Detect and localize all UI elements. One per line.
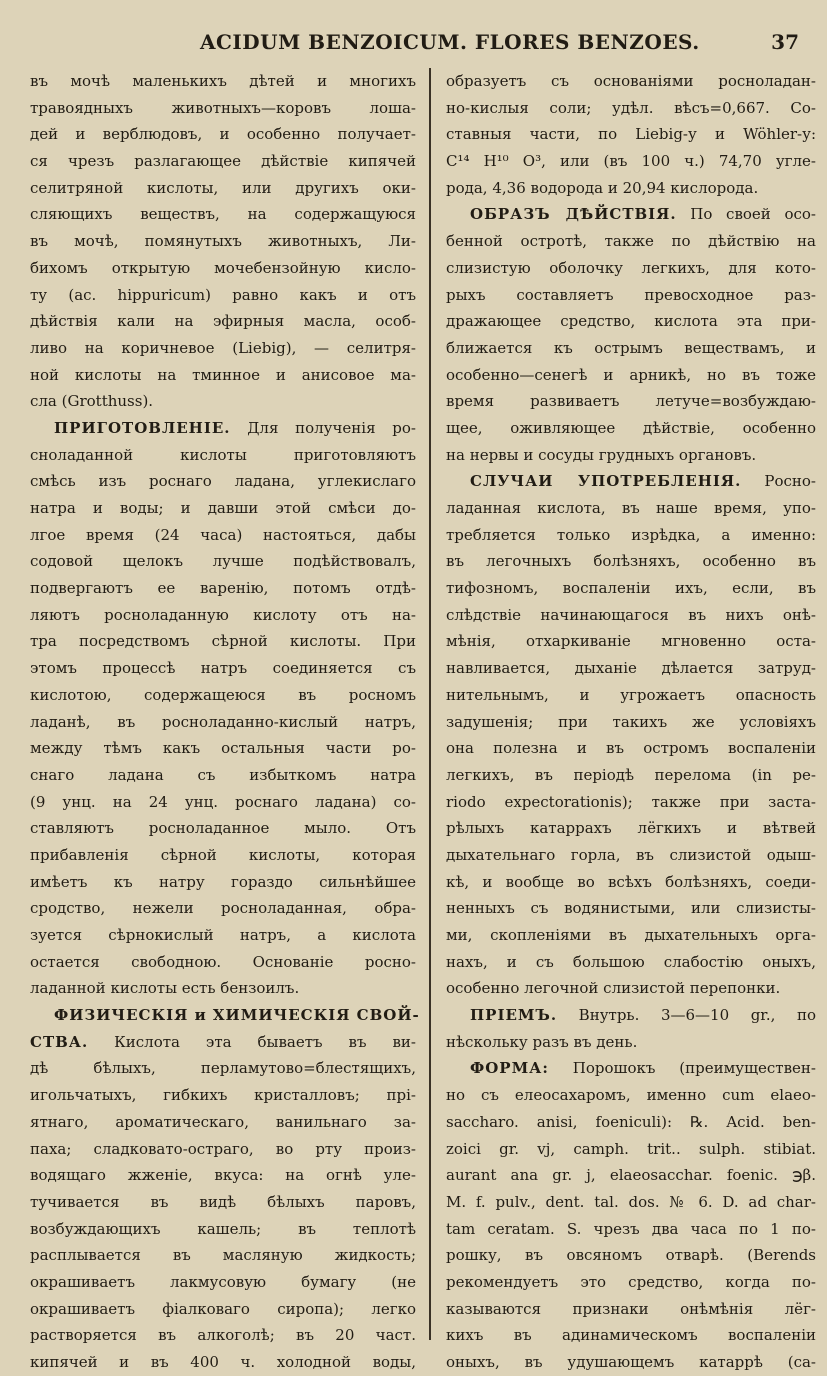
text-line bbox=[30, 922, 416, 949]
text-line bbox=[446, 1296, 816, 1323]
line-text: щее, оживляющее дѣйствіе, особенно bbox=[446, 418, 816, 437]
text-line bbox=[446, 1322, 816, 1349]
text-line bbox=[446, 575, 816, 602]
text-line bbox=[30, 1002, 420, 1029]
line-text: натра и воды; и давши этой смѣси до- bbox=[30, 499, 416, 517]
text-line bbox=[30, 1082, 416, 1109]
text-line bbox=[446, 682, 816, 709]
line-text: дѣ бѣлыхъ, перламутово=блестящихъ, bbox=[30, 1059, 416, 1078]
text-line bbox=[30, 282, 416, 309]
line-text: ладанѣ, въ росноладанно-кислый натръ, bbox=[30, 712, 416, 731]
text-line bbox=[446, 815, 816, 842]
text-line bbox=[446, 282, 816, 309]
left-text-column bbox=[30, 68, 420, 1371]
section-heading: СЛУЧАИ УПОТРЕБЛЕНІЯ. bbox=[470, 472, 742, 491]
section-heading: ОБРАЗЪ ДѢЙСТВІЯ. bbox=[470, 205, 677, 224]
line-text: казываются признаки онѣмѣнія лёг- bbox=[446, 1299, 816, 1318]
text-line bbox=[446, 495, 816, 522]
line-text: ладанной кислоты есть бензоилъ. bbox=[30, 979, 300, 998]
text-line bbox=[446, 548, 816, 575]
line-text: на нервы и сосуды грудныхъ органовъ. bbox=[446, 445, 757, 464]
line-text: прибавленія сѣрной кислоты, которая bbox=[30, 845, 416, 864]
line-text: между тѣмъ какъ остальныя части ро- bbox=[30, 739, 416, 758]
text-line bbox=[30, 95, 416, 122]
text-line bbox=[30, 628, 416, 655]
line-text: сла (Grotthuss). bbox=[30, 392, 154, 411]
line-text: слѣдствіе начинающагося въ нихъ онѣ- bbox=[446, 605, 816, 624]
line-text: лгое время (24 часа) настояться, дабы bbox=[30, 525, 416, 544]
line-text: нѣскольку разъ въ день. bbox=[446, 1032, 638, 1051]
text-line bbox=[446, 762, 816, 789]
line-text: окрашиваетъ фіалковаго сиропа); легко bbox=[30, 1299, 416, 1318]
text-line bbox=[446, 201, 816, 228]
line-text: ненныхъ съ водянистыми, или слизисты- bbox=[446, 899, 816, 918]
text-line bbox=[446, 388, 816, 415]
line-text: возбуждающихъ кашель; въ теплотѣ bbox=[30, 1219, 416, 1238]
line-text: Внутрь. 3—6—10 gr., по bbox=[557, 1006, 816, 1025]
line-text: ставныя части, по Liebig-у и Wöhler-у: bbox=[446, 125, 816, 144]
line-text: ляютъ росноладанную кислоту отъ на- bbox=[30, 605, 416, 624]
line-text: бенной остротѣ, также по дѣйствію на bbox=[446, 232, 816, 251]
line-text: травоядныхъ животныхъ—коровъ лоша- bbox=[30, 98, 416, 117]
line-text: расплывается въ масляную жидкость; bbox=[30, 1246, 416, 1265]
text-line bbox=[446, 255, 816, 282]
running-title: ACIDUM BENZOICUM. FLORES BENZOES. bbox=[200, 30, 700, 54]
text-line bbox=[30, 1216, 416, 1243]
text-line bbox=[30, 655, 416, 682]
line-text: Росно- bbox=[741, 472, 816, 491]
text-line bbox=[446, 602, 816, 629]
line-text: бихомъ открытую мочебензойную кисло- bbox=[30, 258, 416, 277]
text-line bbox=[30, 68, 416, 95]
line-text: ми, скопленіями въ дыхательныхъ орга- bbox=[446, 926, 816, 944]
text-line bbox=[446, 228, 816, 255]
text-line bbox=[446, 415, 816, 442]
text-line bbox=[30, 1189, 416, 1216]
line-text: образуетъ съ основаніями росноладан- bbox=[446, 72, 816, 90]
line-text: но-кислыя соли; удѣл. вѣсъ=0,667. Со- bbox=[446, 98, 816, 117]
text-line bbox=[30, 575, 416, 602]
line-text: остается свободною. Основаніе росно- bbox=[30, 952, 416, 971]
text-line bbox=[30, 949, 416, 976]
line-text: окрашиваетъ лакмусовую бумагу (не bbox=[30, 1272, 416, 1291]
text-line bbox=[446, 709, 816, 736]
text-line bbox=[30, 495, 416, 522]
text-line bbox=[446, 148, 816, 175]
section-heading: СТВА. bbox=[30, 1032, 89, 1051]
text-line bbox=[30, 228, 416, 255]
line-text: Кислота эта бываетъ въ ви- bbox=[88, 1032, 416, 1051]
line-text: рошку, въ овсяномъ отварѣ. (Berends bbox=[446, 1246, 816, 1265]
text-line bbox=[30, 815, 416, 842]
text-line bbox=[30, 602, 416, 629]
line-text: растворяется въ алкоголѣ; въ 20 част. bbox=[30, 1326, 416, 1345]
line-text: дей и верблюдовъ, и особенно получает- bbox=[30, 125, 416, 144]
text-line bbox=[446, 335, 816, 362]
line-text: Порошокъ (преимуществен- bbox=[548, 1059, 816, 1078]
line-text: ливо на коричневое (Liebig), — селитря- bbox=[30, 338, 416, 357]
line-text: нахъ, и съ большою слабостію оныхъ, bbox=[446, 952, 816, 971]
line-text: время развиваетъ летуче=возбуждаю- bbox=[446, 392, 816, 411]
line-text: подвергаютъ ее варенію, потомъ отдѣ- bbox=[30, 579, 416, 598]
line-text: тучивается въ видѣ бѣлыхъ паровъ, bbox=[30, 1192, 416, 1211]
line-text: дражающее средство, кислота эта при- bbox=[446, 312, 816, 331]
line-text: оныхъ, въ удушающемъ катаррѣ (са- bbox=[446, 1353, 816, 1371]
text-line bbox=[446, 895, 816, 922]
line-text: ближается къ острымъ веществамъ, и bbox=[446, 338, 816, 357]
section-heading: ПРІЕМЪ. bbox=[470, 1006, 558, 1025]
text-line bbox=[30, 975, 416, 1002]
line-text: сродство, нежели росноладанная, обра- bbox=[30, 899, 416, 918]
line-text: сляющихъ веществъ, на содержащуюся bbox=[30, 205, 416, 224]
line-text: водящаго жженіе, вкуса: на огнѣ уле- bbox=[30, 1166, 416, 1185]
line-text: игольчатыхъ, гибкихъ кристалловъ; прі- bbox=[30, 1086, 416, 1105]
line-text: saccharo. anisi, foeniculi): ℞. Acid. ben- bbox=[446, 1112, 816, 1131]
line-text: рода, 4,36 водорода и 20,94 кислорода. bbox=[446, 178, 759, 197]
line-text: (9 унц. на 24 унц. роснаго ладана) со- bbox=[30, 792, 416, 811]
text-line bbox=[446, 922, 816, 949]
line-text: tam ceratam. S. чрезъ два часа по 1 по- bbox=[446, 1219, 816, 1238]
line-text: смѣсь изъ роснаго ладана, углекислаго bbox=[30, 472, 416, 491]
text-line bbox=[30, 1296, 416, 1323]
line-text: По своей осо- bbox=[676, 205, 816, 224]
line-text: ту (ac. hippuricum) равно какъ и отъ bbox=[30, 285, 416, 304]
text-line bbox=[446, 735, 816, 762]
text-line bbox=[30, 415, 416, 442]
text-line bbox=[30, 468, 416, 495]
text-line bbox=[446, 1162, 816, 1189]
line-text: рекомендуетъ это средство, когда по- bbox=[446, 1272, 816, 1291]
text-line bbox=[30, 1322, 416, 1349]
line-text: въ мочѣ, помянутыхъ животныхъ, Ли- bbox=[30, 232, 416, 251]
text-line bbox=[30, 709, 416, 736]
text-line bbox=[30, 1029, 416, 1056]
line-text: M. f. pulv., dent. tal. dos. № 6. D. ad char- bbox=[446, 1192, 816, 1211]
text-line bbox=[446, 949, 816, 976]
text-line bbox=[446, 1136, 816, 1163]
text-line bbox=[446, 522, 816, 549]
text-line bbox=[30, 789, 416, 816]
line-text: особенно легочной слизистой перепонки. bbox=[446, 979, 781, 998]
text-line bbox=[30, 682, 416, 709]
text-line bbox=[446, 1189, 816, 1216]
text-line bbox=[446, 175, 816, 202]
text-line bbox=[30, 121, 416, 148]
line-text: навливается, дыханіе дѣлается затруд- bbox=[446, 659, 816, 678]
line-text: содовой щелокъ лучше подѣйствовалъ, bbox=[30, 552, 416, 571]
line-text: мѣнія, отхаркиваніе мгновенно оста- bbox=[446, 632, 816, 651]
line-text: требляется только изрѣдка, а именно: bbox=[446, 525, 816, 544]
line-text: дѣйствія кали на эфирныя масла, особ- bbox=[30, 312, 416, 331]
text-line bbox=[446, 1242, 816, 1269]
text-line bbox=[446, 362, 816, 389]
text-line bbox=[446, 1269, 816, 1296]
section-heading: ФИЗИЧЕСКІЯ и ХИМИЧЕСКІЯ СВОЙ- bbox=[54, 1006, 420, 1025]
line-text: zoici gr. vj, camph. trit.. sulph. stibiat. bbox=[446, 1139, 816, 1158]
line-text: Для полученія ро- bbox=[230, 418, 416, 437]
text-line bbox=[446, 95, 816, 122]
text-line bbox=[30, 869, 416, 896]
section-heading: ФОРМА: bbox=[470, 1059, 549, 1078]
line-text: рѣлыхъ катаррахъ лёгкихъ и вѣтвей bbox=[446, 819, 816, 838]
text-line bbox=[446, 1002, 816, 1029]
line-text: селитряной кислоты, или другихъ оки- bbox=[30, 178, 416, 197]
line-text: ятнаго, ароматическаго, ванильнаго за- bbox=[30, 1112, 416, 1131]
line-text: сноладанной кислоты приготовляютъ bbox=[30, 445, 416, 464]
line-text: зуется сѣрнокислый натръ, а кислота bbox=[30, 926, 416, 944]
line-text: тра посредствомъ сѣрной кислоты. При bbox=[30, 632, 416, 651]
line-text: ладанная кислота, въ наше время, упо- bbox=[446, 499, 816, 517]
line-text: но съ елеосахаромъ, именно cum elaeo- bbox=[446, 1086, 816, 1105]
line-text: рыхъ составляетъ превосходное раз- bbox=[446, 285, 816, 304]
page-number: 37 bbox=[771, 30, 799, 54]
line-text: въ мочѣ маленькихъ дѣтей и многихъ bbox=[30, 72, 416, 90]
line-text: слизистую оболочку легкихъ, для кото- bbox=[446, 258, 816, 277]
text-line bbox=[30, 255, 416, 282]
text-line bbox=[30, 1109, 416, 1136]
line-text: особенно—сенегѣ и арникѣ, но въ тоже bbox=[446, 365, 816, 384]
text-line bbox=[30, 1162, 416, 1189]
text-line bbox=[30, 842, 416, 869]
text-line bbox=[446, 308, 816, 335]
column-divider bbox=[429, 68, 431, 1340]
line-text: кихъ въ адинамическомъ воспаленіи bbox=[446, 1326, 816, 1345]
line-text: C¹⁴ H¹⁰ O³, или (въ 100 ч.) 74,70 угле- bbox=[446, 152, 816, 171]
text-line bbox=[30, 1242, 416, 1269]
text-line bbox=[446, 1109, 816, 1136]
text-line bbox=[446, 468, 816, 495]
text-line bbox=[30, 442, 416, 469]
line-text: кислотою, содержащеюся въ росномъ bbox=[30, 685, 416, 704]
text-line bbox=[30, 762, 416, 789]
line-text: нительнымъ, и угрожаетъ опасность bbox=[446, 685, 816, 704]
text-line bbox=[446, 842, 816, 869]
line-text: aurant ana gr. j, elaeosacchar. foenic. ℈β. bbox=[446, 1166, 816, 1185]
line-text: въ легочныхъ болѣзняхъ, особенно въ bbox=[446, 552, 816, 571]
text-line bbox=[30, 522, 416, 549]
text-line bbox=[446, 442, 816, 469]
line-text: паха; сладковато-остраго, во рту произ- bbox=[30, 1139, 416, 1158]
line-text: легкихъ, въ періодѣ перелома (in pe- bbox=[446, 765, 816, 784]
line-text: дыхательнаго горла, въ слизистой одыш- bbox=[446, 845, 816, 864]
text-line bbox=[30, 1136, 416, 1163]
text-line bbox=[30, 1055, 416, 1082]
text-line bbox=[446, 1216, 816, 1243]
text-line bbox=[446, 869, 816, 896]
line-text: ной кислоты на тминное и анисовое ма- bbox=[30, 365, 416, 384]
text-line bbox=[446, 1055, 816, 1082]
text-line bbox=[446, 1082, 816, 1109]
line-text: она полезна и въ остромъ воспаленіи bbox=[446, 739, 816, 758]
line-text: этомъ процессѣ натръ соединяется съ bbox=[30, 659, 416, 678]
right-text-column bbox=[446, 68, 816, 1371]
text-line bbox=[30, 1349, 416, 1376]
text-line bbox=[446, 1029, 816, 1056]
text-line bbox=[446, 121, 816, 148]
line-text: имѣетъ къ натру гораздо сильнѣйшее bbox=[30, 872, 416, 891]
text-line bbox=[30, 175, 416, 202]
text-line bbox=[30, 735, 416, 762]
text-line bbox=[30, 148, 416, 175]
text-line bbox=[446, 789, 816, 816]
text-line bbox=[446, 1349, 816, 1376]
line-text: кѣ, и вообще во всѣхъ болѣзняхъ, соеди- bbox=[446, 872, 816, 891]
line-text: ставляютъ росноладанное мыло. Отъ bbox=[30, 819, 416, 838]
text-line bbox=[30, 388, 416, 415]
text-line bbox=[30, 201, 416, 228]
text-line bbox=[30, 895, 416, 922]
line-text: riodo expectorationis); также при заста- bbox=[446, 792, 816, 811]
text-line bbox=[446, 628, 816, 655]
line-text: снаго ладана съ избыткомъ натра bbox=[30, 765, 416, 784]
text-line bbox=[30, 1269, 416, 1296]
text-line bbox=[446, 975, 816, 1002]
text-line bbox=[30, 362, 416, 389]
text-line bbox=[30, 308, 416, 335]
text-line bbox=[446, 655, 816, 682]
text-line bbox=[30, 548, 416, 575]
line-text: кипячей и въ 400 ч. холодной воды, bbox=[30, 1353, 416, 1371]
line-text: задушенія; при такихъ же условіяхъ bbox=[446, 712, 816, 731]
section-heading: ПРИГОТОВЛЕНІЕ. bbox=[54, 418, 231, 437]
line-text: тифозномъ, воспаленіи ихъ, если, въ bbox=[446, 579, 816, 598]
line-text: ся чрезъ разлагающее дѣйствіе кипячей bbox=[30, 152, 416, 171]
text-line bbox=[30, 335, 416, 362]
text-line bbox=[446, 68, 816, 95]
